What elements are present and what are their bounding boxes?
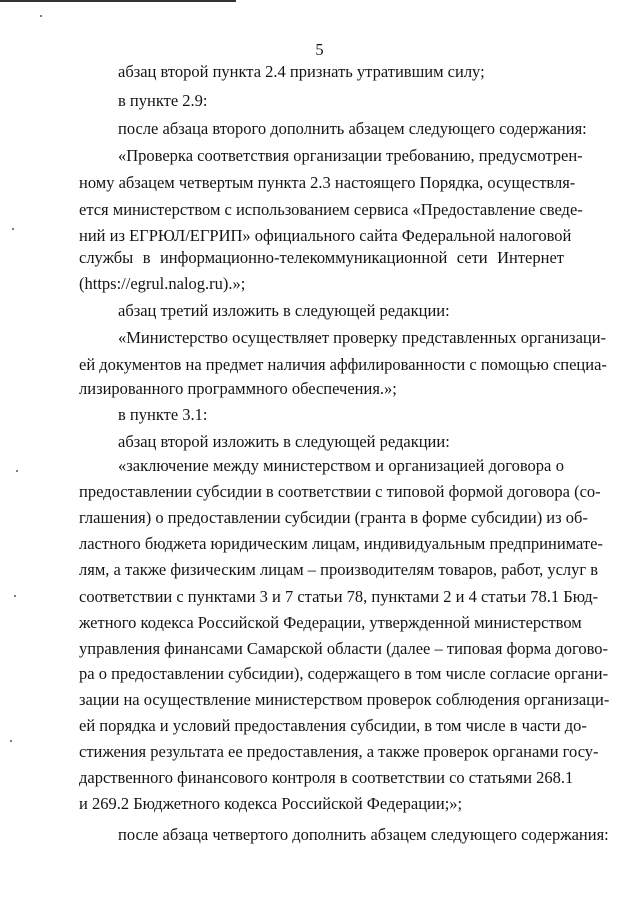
text-line: ластного бюджета юридическим лицам, индивидуальным предпринимате- xyxy=(79,534,603,553)
text-line: соответствии с пунктами 3 и 7 статьи 78, пунктами 2 и 4 статьи 78.1 Бюд- xyxy=(79,587,599,606)
text-line: управления финансами Самарской области (далее – типовая форма догово- xyxy=(79,639,608,658)
text-line: «Проверка соответствия организации требованию, предусмотрен- xyxy=(118,146,583,165)
text-line: ний из ЕГРЮЛ/ЕГРИП» официального сайта Федеральной налоговой xyxy=(79,226,572,245)
text-line: жетного кодекса Российской Федерации, утвержденной министерством xyxy=(79,613,582,632)
text-line: (https://egrul.nalog.ru).»; xyxy=(79,274,246,293)
text-line: после абзаца четвертого дополнить абзацем следующего содержания: xyxy=(118,825,609,844)
top-rule xyxy=(0,0,236,2)
text-line: дарственного финансового контроля в соответствии со статьями 268.1 xyxy=(79,768,574,787)
text-line: и 269.2 Бюджетного кодекса Российской Федерации;»; xyxy=(79,794,463,813)
text-line: абзац третий изложить в следующей редакции: xyxy=(118,301,450,320)
text-line: лям, а также физическим лицам – производителям товаров, работ, услуг в xyxy=(79,560,599,579)
text-line: глашения) о предоставлении субсидии (гранта в форме субсидии) из об- xyxy=(79,508,588,527)
text-line: ному абзацем четвертым пункта 2.3 настоящего Порядка, осуществля- xyxy=(79,173,576,192)
text-line: ей порядка и условий предоставления субсидии, в том числе в части до- xyxy=(79,716,587,735)
text-line: абзац второй изложить в следующей редакции: xyxy=(118,432,450,451)
scan-speck xyxy=(14,595,16,597)
text-line: службы в информационно-телекоммуникационной сети Интернет xyxy=(79,248,564,267)
scan-speck xyxy=(16,470,18,472)
text-line: ей документов на предмет наличия аффилированности с помощью специа- xyxy=(79,355,607,374)
scan-speck xyxy=(10,740,12,742)
text-line: зации на осуществление министерством проверок соблюдения организаци- xyxy=(79,690,610,709)
text-line: после абзаца второго дополнить абзацем следующего содержания: xyxy=(118,119,587,138)
text-line: стижения результата ее предоставления, а также проверок органами госу- xyxy=(79,742,599,761)
page-number: 5 xyxy=(315,40,324,59)
text-line: в пункте 2.9: xyxy=(118,91,208,110)
text-line: «Министерство осуществляет проверку представленных организаци- xyxy=(118,328,607,347)
scan-speck xyxy=(40,15,42,17)
text-line: «заключение между министерством и организацией договора о xyxy=(118,456,564,475)
text-line: предоставлении субсидии в соответствии с типовой формой договора (со- xyxy=(79,482,601,501)
text-line: ется министерством с использованием сервиса «Предоставление сведе- xyxy=(79,200,583,219)
scan-speck xyxy=(12,228,14,230)
text-line: абзац второй пункта 2.4 признать утратившим силу; xyxy=(118,62,485,81)
text-line: ра о предоставлении субсидии), содержащего в том числе согласие органи- xyxy=(79,664,609,683)
text-line: в пункте 3.1: xyxy=(118,405,208,424)
text-line: лизированного программного обеспечения.»; xyxy=(79,379,397,398)
